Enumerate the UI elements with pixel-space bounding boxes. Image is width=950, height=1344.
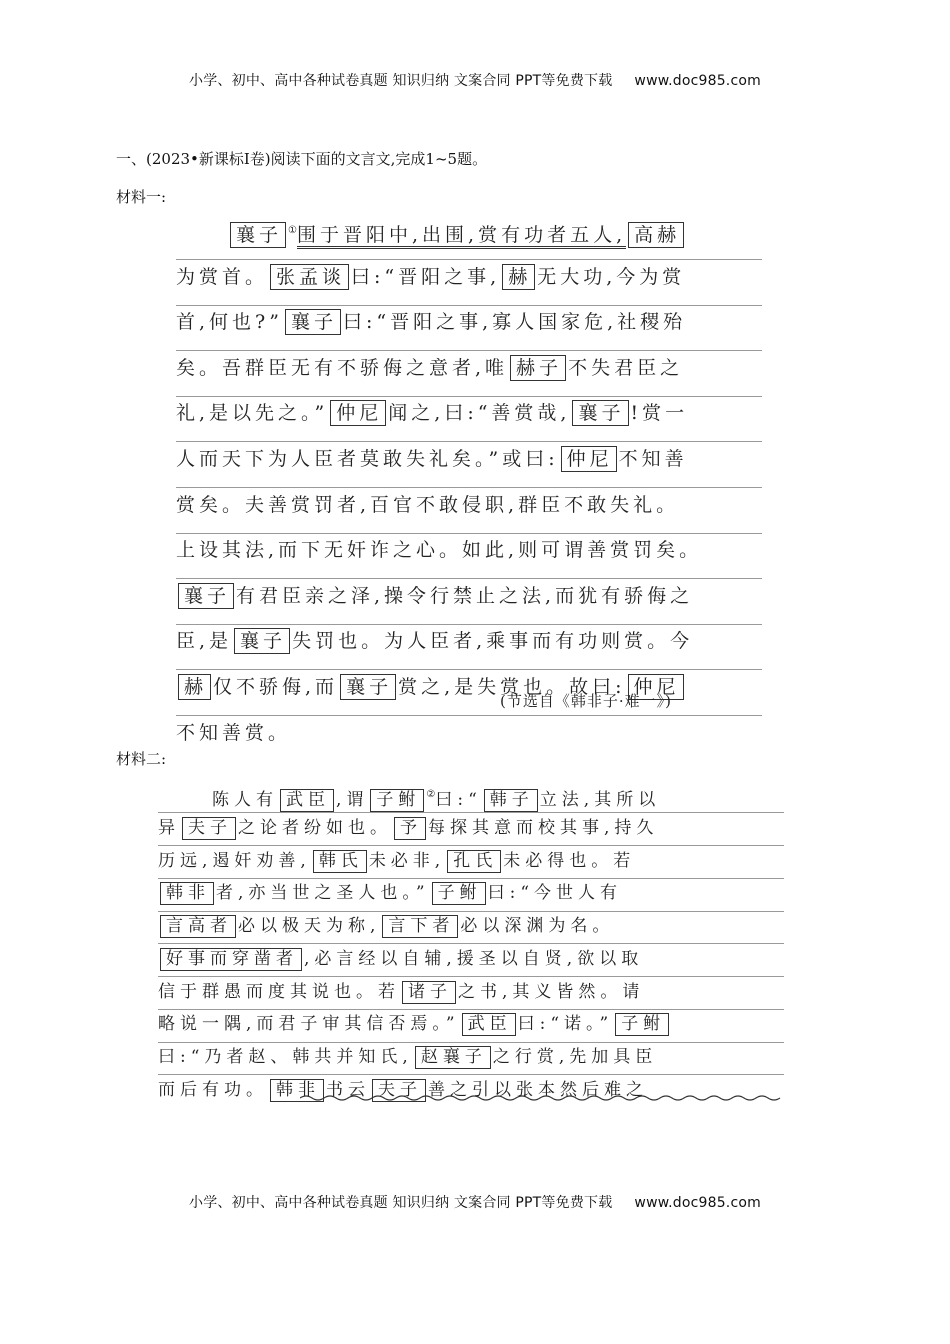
passage-text: 不知善赏。 xyxy=(176,721,292,744)
material-one-label: 材料一: xyxy=(116,188,167,206)
boxed-name: 仲尼 xyxy=(330,400,386,426)
passage-text: 信于群愚而度其说也。若 xyxy=(158,981,400,1002)
boxed-name: 襄子 xyxy=(234,628,290,654)
passage-text: ,谓 xyxy=(336,790,369,810)
passage-text: 历远,遏奸劝善, xyxy=(158,850,311,871)
passage-line xyxy=(158,913,784,944)
boxed-name: 赫 xyxy=(502,264,535,290)
passage-text: 首,何也?” xyxy=(176,311,283,334)
boxed-name: 赫子 xyxy=(510,355,566,381)
passage-text: 而后有功。 xyxy=(158,1080,268,1101)
passage-line xyxy=(158,1044,784,1075)
passage-text: 矣。吾群臣无有不骄侮之意者,唯 xyxy=(176,356,509,379)
boxed-name: 言下者 xyxy=(382,915,458,938)
passage-text: 之行赏,先加具臣 xyxy=(492,1047,658,1068)
boxed-name: 襄子 xyxy=(178,583,234,609)
wavy-underline xyxy=(300,1094,784,1102)
passage-text: 不失君臣之 xyxy=(568,356,684,379)
passage-line xyxy=(176,672,762,716)
boxed-name: 孔氏 xyxy=(447,850,501,873)
passage-text: 围于晋阳中,出围,赏有功者五人, xyxy=(297,224,626,249)
passage-text: 曰:“诺。” xyxy=(517,1014,614,1035)
boxed-name: 予 xyxy=(394,817,426,840)
header-promo-text: 小学、初中、高中各种试卷真题 知识归纳 文案合同 PPT等免费下载 xyxy=(189,73,613,89)
passage-text: 之论者纷如也。 xyxy=(238,817,392,838)
boxed-name: 韩氏 xyxy=(313,850,367,873)
passage-text: 书云 xyxy=(326,1080,370,1101)
passage-text: 失罚也。为人臣者,乘事而有功则赏。今 xyxy=(292,630,694,653)
boxed-name: 襄子 xyxy=(572,400,628,426)
boxed-name: 张孟谈 xyxy=(270,264,349,290)
passage-text: 赏矣。夫善赏罚者,百官不敢侵职,群臣不敢失礼。 xyxy=(176,493,680,516)
boxed-name: 仲尼 xyxy=(628,674,684,700)
passage-line xyxy=(158,815,784,846)
boxed-name: 襄子 xyxy=(285,309,341,335)
passage-line xyxy=(176,718,762,762)
boxed-name: 言高者 xyxy=(160,915,236,938)
passage-line xyxy=(176,353,762,397)
passage-line xyxy=(158,1011,784,1042)
passage-text: 未必非, xyxy=(368,850,446,871)
boxed-name: 武臣 xyxy=(462,1013,516,1036)
passage-text: 曰:“乃者赵、韩共并知氏, xyxy=(158,1047,413,1068)
passage-text: 未必得也。若 xyxy=(503,850,636,871)
passage-text: 曰:“今世人有 xyxy=(487,883,623,904)
passage-line xyxy=(158,880,784,911)
passage-text: 略说一隅,而君子审其信否焉。” xyxy=(158,1014,460,1035)
boxed-name: 子鲋 xyxy=(370,789,424,812)
passage-line xyxy=(176,490,762,534)
passage-line xyxy=(176,626,762,670)
passage-text: 臣,是 xyxy=(176,630,233,653)
passage-line xyxy=(158,848,784,879)
passage-text: 闻之,曰:“善赏哉, xyxy=(388,402,571,425)
material-two-passage xyxy=(158,782,784,1110)
passage-text: 上设其法,而下无奸诈之心。如此,则可谓善赏罚矣。 xyxy=(176,539,703,562)
passage-line xyxy=(158,979,784,1010)
passage-text: 每探其意而校其事,持久 xyxy=(428,817,659,838)
passage-line xyxy=(158,1077,784,1108)
boxed-name: 武臣 xyxy=(280,789,334,812)
boxed-name: 子鲋 xyxy=(615,1013,669,1036)
passage-text: 必以深渊为名。 xyxy=(460,916,615,937)
material-one-passage xyxy=(176,216,762,763)
passage-line xyxy=(176,262,762,306)
boxed-name: 好事而穿凿者 xyxy=(160,948,302,971)
boxed-name: 诸子 xyxy=(402,981,456,1004)
boxed-name: 赫 xyxy=(178,674,211,700)
passage-text: 为赏首。 xyxy=(176,265,269,288)
passage-text: 立法,其所以 xyxy=(539,790,661,810)
passage-text: 无大功,今为赏 xyxy=(537,265,686,288)
boxed-name: 夫子 xyxy=(182,817,236,840)
passage-text: !赏一 xyxy=(630,402,689,425)
header-url[interactable]: www.doc985.com xyxy=(634,73,761,89)
passage-text: 之书,其义皆然。请 xyxy=(458,981,645,1002)
passage-text: 曰:“ xyxy=(435,790,482,810)
material-one-source: (节选自《韩非子·难一》) xyxy=(500,692,672,710)
material-two-label: 材料二: xyxy=(116,750,167,768)
passage-text: 人而天下为人臣者莫敢失礼矣。”或曰: xyxy=(176,447,559,470)
passage-text: 赏之,是失赏也。故曰: xyxy=(398,675,626,698)
page-footer xyxy=(0,1192,950,1212)
boxed-name: 韩非 xyxy=(270,1079,324,1102)
boxed-name: 高赫 xyxy=(628,222,684,248)
boxed-name: 赵襄子 xyxy=(415,1046,491,1069)
passage-text: 者,亦当世之圣人也。” xyxy=(216,883,430,904)
passage-text: 善之引以张本然后难之 xyxy=(428,1080,648,1101)
passage-text: 曰:“晋阳之事,寡人国家危,社稷殆 xyxy=(342,311,687,334)
passage-text: 必以极天为称, xyxy=(238,916,381,937)
passage-text: 有君臣亲之泽,操令行禁止之法,而犹有骄侮之 xyxy=(236,584,694,607)
passage-text: 异 xyxy=(158,817,180,838)
boxed-name: 襄子 xyxy=(230,222,286,248)
boxed-name: 韩非 xyxy=(160,882,214,905)
passage-line xyxy=(176,581,762,625)
passage-line xyxy=(158,782,784,813)
footer-url[interactable]: www.doc985.com xyxy=(634,1195,761,1211)
passage-line xyxy=(176,216,762,260)
passage-line xyxy=(176,444,762,488)
passage-line xyxy=(176,398,762,442)
passage-text: 仅不骄侮,而 xyxy=(213,675,339,698)
boxed-name: 子鲋 xyxy=(432,882,486,905)
boxed-name: 襄子 xyxy=(340,674,396,700)
boxed-name: 夫子 xyxy=(372,1079,426,1102)
passage-text: 礼,是以先之。” xyxy=(176,402,329,425)
footnote-marker: ② xyxy=(426,789,436,800)
boxed-name: 韩子 xyxy=(484,789,538,812)
passage-text: ,必言经以自辅,援圣以自贤,欲以取 xyxy=(304,948,644,969)
question-instruction: 一、(2023•新课标Ⅰ卷)阅读下面的文言文,完成1~5题。 xyxy=(116,150,488,168)
passage-line xyxy=(158,946,784,977)
boxed-name: 仲尼 xyxy=(561,446,617,472)
passage-line xyxy=(176,535,762,579)
passage-text: 曰:“晋阳之事, xyxy=(351,265,501,288)
passage-text: 陈人有 xyxy=(212,790,278,810)
footnote-marker: ① xyxy=(288,225,297,236)
passage-text: 不知善 xyxy=(618,447,688,470)
footer-promo-text: 小学、初中、高中各种试卷真题 知识归纳 文案合同 PPT等免费下载 xyxy=(189,1195,613,1211)
page-header xyxy=(0,70,950,90)
passage-line xyxy=(176,307,762,351)
